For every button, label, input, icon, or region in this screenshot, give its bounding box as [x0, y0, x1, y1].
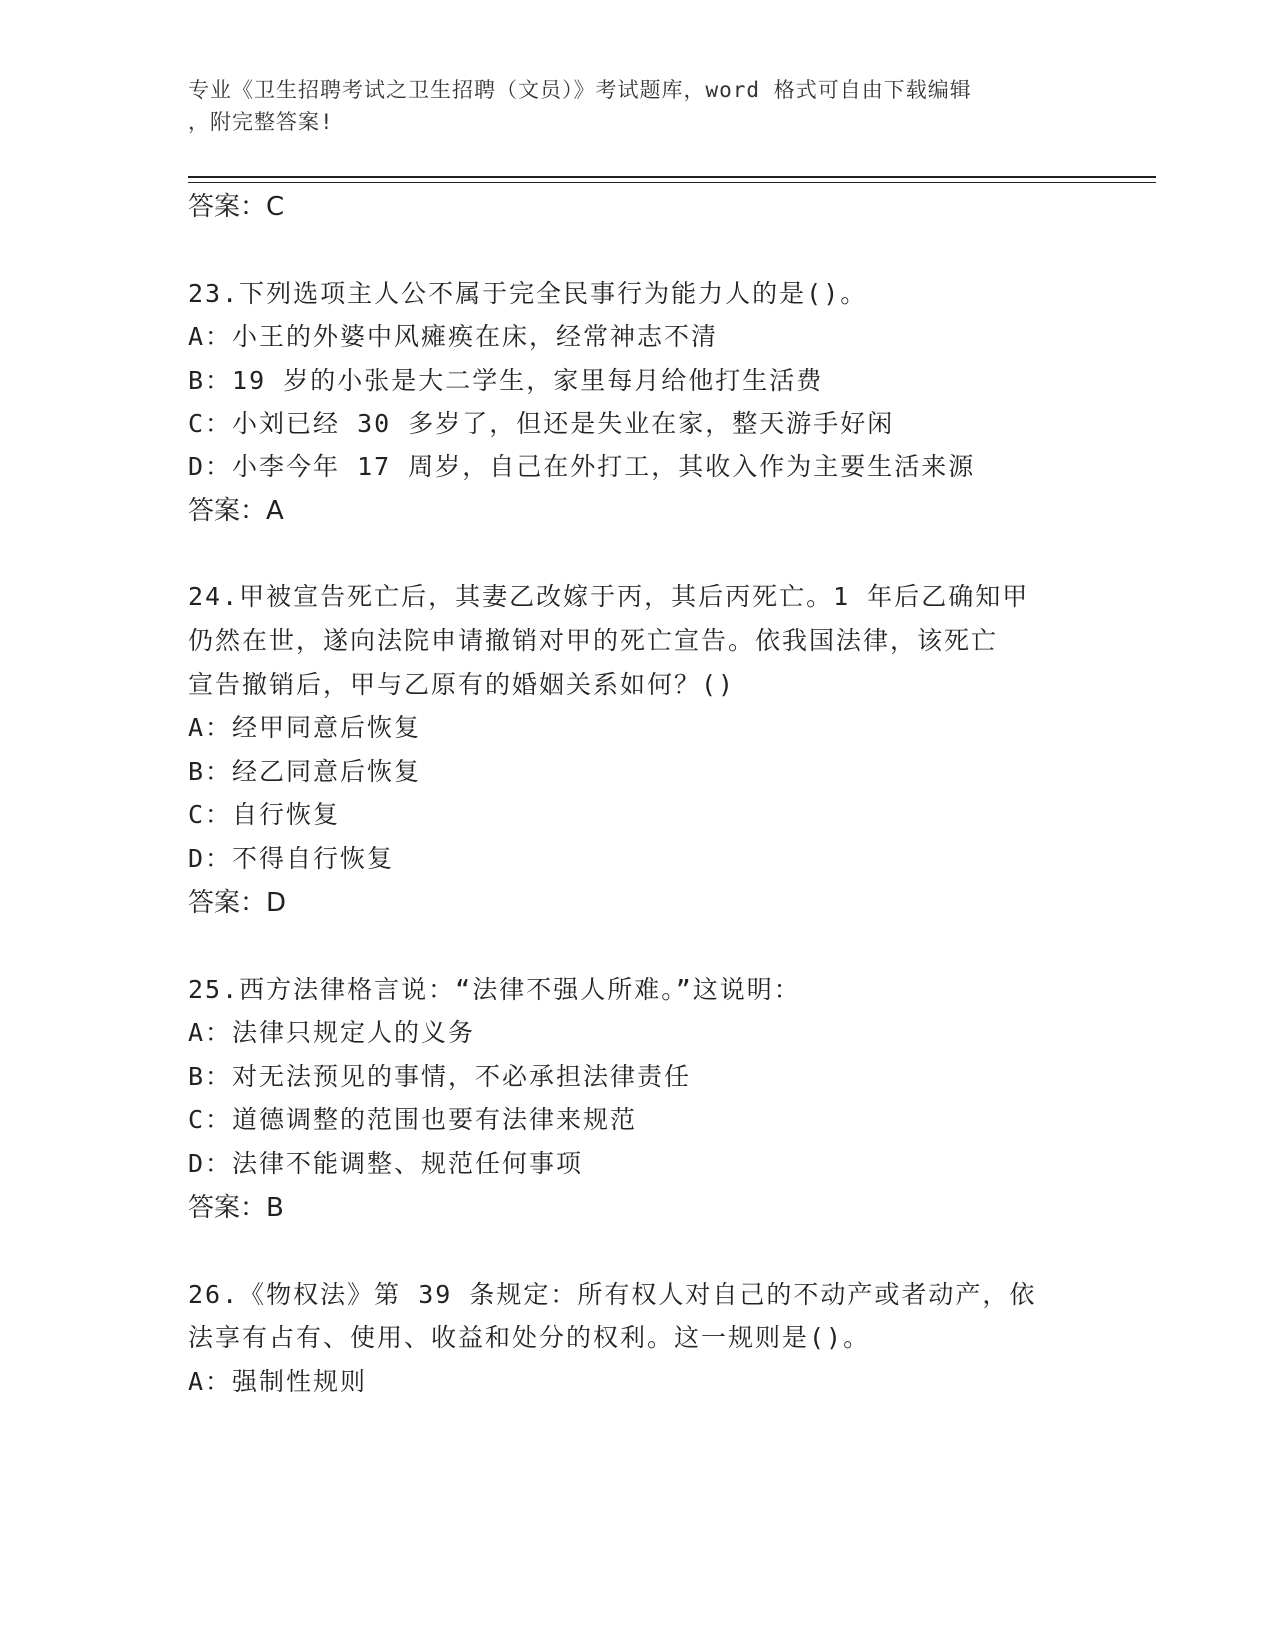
- answer-q24: 答案：D: [188, 888, 287, 918]
- header-divider-thin: [188, 182, 1156, 183]
- question-23-option-a: A：小王的外婆中风瘫痪在床，经常神志不清: [188, 322, 719, 351]
- question-24-option-d: D：不得自行恢复: [188, 844, 395, 873]
- question-25-option-c: C：道德调整的范围也要有法律来规范: [188, 1105, 638, 1134]
- question-24-option-c: C：自行恢复: [188, 800, 341, 829]
- document-header: [188, 74, 1068, 138]
- header-divider-thick: [188, 176, 1156, 178]
- question-24-stem-line-1: 24.甲被宣告死亡后，其妻乙改嫁于丙，其后丙死亡。1 年后乙确知甲: [188, 582, 1030, 611]
- question-25-stem: 25.西方法律格言说：“法律不强人所难。”这说明：: [188, 975, 801, 1004]
- question-24-option-a: A：经甲同意后恢复: [188, 713, 422, 742]
- answer-q25: 答案：B: [188, 1193, 284, 1223]
- header-line-2: ，附完整答案!: [188, 110, 334, 134]
- answer-q23: 答案：A: [188, 496, 284, 526]
- question-26-stem-line-1: 26.《物权法》第 39 条规定：所有权人对自己的不动产或者动产，依: [188, 1280, 1037, 1309]
- question-23-option-b: B：19 岁的小张是大二学生，家里每月给他打生活费: [188, 366, 824, 395]
- header-line-1: 专业《卫生招聘考试之卫生招聘（文员）》考试题库，word 格式可自由下载编辑: [188, 78, 972, 102]
- question-25-option-d: D：法律不能调整、规范任何事项: [188, 1149, 584, 1178]
- question-23-option-d: D：小李今年 17 周岁，自己在外打工，其收入作为主要生活来源: [188, 452, 976, 481]
- question-26-stem-line-2: 法享有占有、使用、收益和处分的权利。这一规则是()。: [188, 1323, 871, 1352]
- question-23-stem: 23.下列选项主人公不属于完全民事行为能力人的是()。: [188, 279, 868, 308]
- question-23-option-c: C：小刘已经 30 多岁了，但还是失业在家，整天游手好闲: [188, 409, 895, 438]
- question-25-option-b: B：对无法预见的事情，不必承担法律责任: [188, 1062, 692, 1091]
- question-24-stem-line-3: 宣告撤销后，甲与乙原有的婚姻关系如何？(): [188, 670, 736, 699]
- question-24-option-b: B：经乙同意后恢复: [188, 757, 422, 786]
- question-25-option-a: A：法律只规定人的义务: [188, 1018, 476, 1047]
- answer-q22: 答案：C: [188, 192, 285, 222]
- question-26-option-a: A：强制性规则: [188, 1367, 368, 1396]
- question-24-stem-line-2: 仍然在世，遂向法院申请撤销对甲的死亡宣告。依我国法律，该死亡: [188, 626, 999, 655]
